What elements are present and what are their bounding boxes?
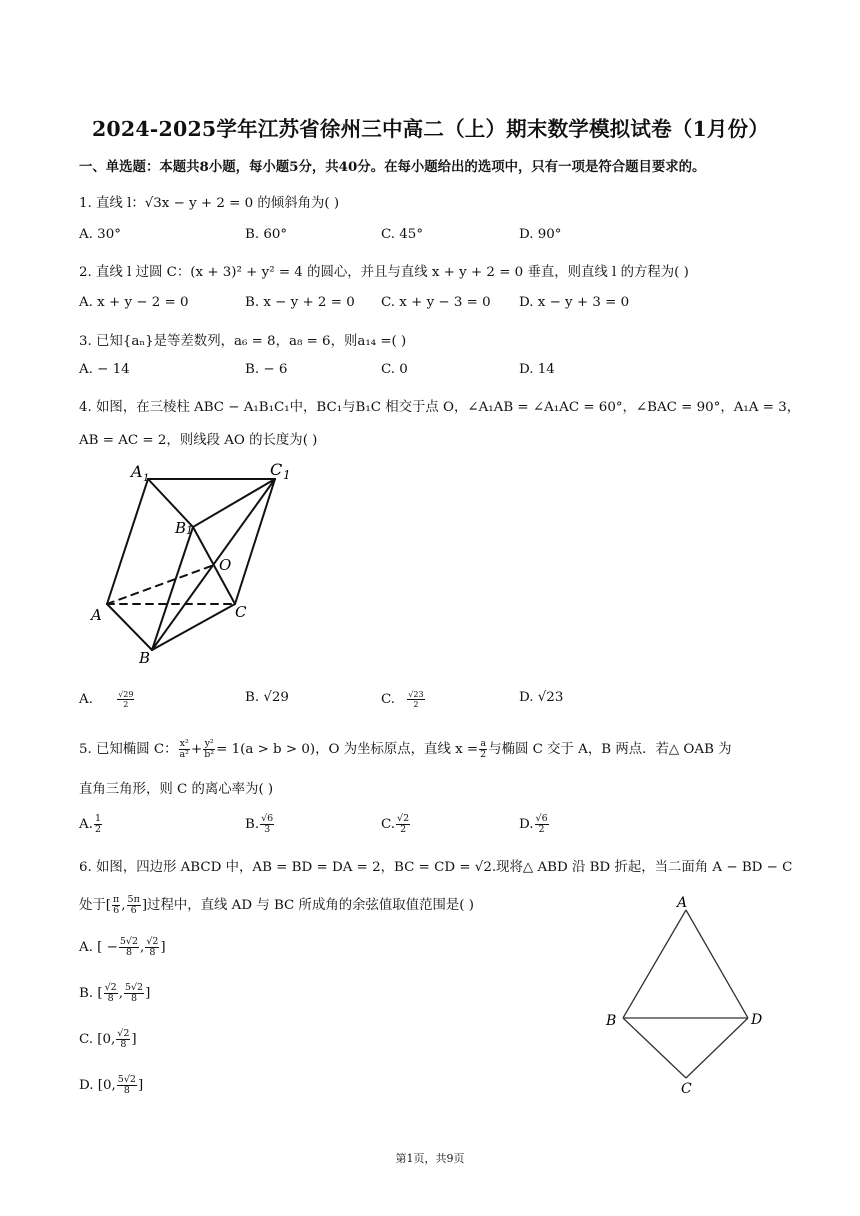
q5-frac-y-num: y² xyxy=(204,738,214,749)
q6-option-b-f1-num: √2 xyxy=(104,982,117,993)
q1-option-a: A. 30° xyxy=(79,227,121,242)
q1-option-b: B. 60° xyxy=(245,227,288,242)
q6-option-d-f1-num: 5√2 xyxy=(117,1074,136,1085)
q6-option-b-frac2 xyxy=(124,983,144,1004)
q5-stem-post: 与椭圆 C 交于 A，B 两点．若△ OAB 为 xyxy=(488,742,732,757)
q6-option-b-frac1 xyxy=(104,983,118,1004)
label-b1: B xyxy=(175,519,187,537)
q4-option-c xyxy=(381,690,426,709)
q6-frac-5pi6-den: 6 xyxy=(130,905,137,916)
q2-option-b: B. x − y + 2 = 0 xyxy=(245,295,355,310)
q6-option-c-frac1 xyxy=(116,1029,130,1050)
q6-option-b-label: B. [ xyxy=(79,986,103,1001)
q6-option-a-f1-num: 5√2 xyxy=(119,936,139,947)
q6-option-a-sep: , xyxy=(140,940,145,955)
question-4-stem-line2: AB = AC = 2，则线段 AO 的长度为( ) xyxy=(79,433,318,448)
q5-option-a-num: 1 xyxy=(94,813,101,824)
q1-option-c: C. 45° xyxy=(381,227,424,242)
page-title: 2024-2025学年江苏省徐州三中高二（上）期末数学模拟试卷（1月份） xyxy=(91,117,770,141)
q2-option-c: C. x + y − 3 = 0 xyxy=(381,295,491,310)
question-3-stem: 3. 已知{aₙ}是等差数列，a₆ = 8，a₈ = 6，则a₁₄ =( ) xyxy=(79,334,407,349)
q4-option-c-label: C. xyxy=(381,692,396,707)
q6-option-c-label: C. [0, xyxy=(79,1032,116,1047)
q4-option-a-label: A. xyxy=(79,692,93,707)
label-c: C xyxy=(235,603,247,621)
q4-option-c-frac xyxy=(407,690,424,709)
q6-option-b-f2-num: 5√2 xyxy=(124,982,144,993)
label-b1-sub: 1 xyxy=(186,524,193,537)
q5-option-a-frac xyxy=(94,814,102,835)
q6-option-a xyxy=(79,937,166,958)
q2-option-a: A. x + y − 2 = 0 xyxy=(79,295,189,310)
q5-option-d-frac xyxy=(535,814,549,835)
q6-option-d-frac1 xyxy=(117,1075,137,1096)
q6-frac-pi6-den: 6 xyxy=(113,905,120,916)
section-heading: 一、单选题：本题共8小题，每小题5分，共40分。在每小题给出的选项中，只有一项是符合题目要求的。 xyxy=(79,159,706,175)
q6-option-b-end: ] xyxy=(145,986,151,1001)
q6-option-c xyxy=(79,1029,137,1050)
q5-frac-x-den: a² xyxy=(179,749,189,760)
q5-stem-mid: = 1(a > b > 0)，O 为坐标原点，直线 x = xyxy=(216,742,479,757)
q3-option-d: D. 14 xyxy=(519,362,555,377)
q6-option-c-f1-den: 8 xyxy=(120,1039,127,1050)
q4-option-a-den: 2 xyxy=(123,700,129,709)
q5-frac-a2-num: a xyxy=(480,738,486,749)
q3-option-c: C. 0 xyxy=(381,362,408,377)
q6-option-a-frac1 xyxy=(119,937,139,958)
label-c1: C xyxy=(270,460,283,479)
label-o: O xyxy=(219,556,232,574)
q6-option-c-end: ] xyxy=(131,1032,137,1047)
q5-option-b-frac xyxy=(260,814,274,835)
q6-option-b xyxy=(79,983,150,1004)
q2-option-d: D. x − y + 3 = 0 xyxy=(519,295,630,310)
q6-option-a-f1-den: 8 xyxy=(125,947,132,958)
prism-figure xyxy=(85,455,315,670)
q5-frac-y xyxy=(203,739,215,760)
q5-option-c xyxy=(381,814,411,835)
q6-frac-pi6-num: π xyxy=(113,894,120,905)
q4-option-c-num: √23 xyxy=(408,690,424,699)
q3-option-a: A. − 14 xyxy=(79,362,130,377)
q5-option-d-label: D. xyxy=(519,817,534,832)
q5-option-c-den: 2 xyxy=(400,824,407,835)
q5-option-d xyxy=(519,814,550,835)
q5-frac-x xyxy=(179,739,190,760)
q5-frac-x-num: x² xyxy=(179,738,189,749)
q5-option-d-num: √6 xyxy=(535,813,548,824)
question-1-stem: 1. 直线 l：√3x − y + 2 = 0 的倾斜角为( ) xyxy=(79,196,340,211)
label-d: D xyxy=(751,1012,763,1028)
q6-stem-post: ]过程中，直线 AD 与 BC 所成角的余弦值取值范围是( ) xyxy=(141,898,474,913)
q4-option-c-den: 2 xyxy=(413,700,419,709)
question-5-stem-line2: 直角三角形，则 C 的离心率为( ) xyxy=(79,782,274,797)
question-4-stem-line1: 4. 如图，在三棱柱 ABC − A₁B₁C₁中，BC₁与B₁C 相交于点 O，∠A₁AB = ∠A₁AC = 60°，∠BAC = 90°，A₁A = 3， xyxy=(79,400,801,415)
q5-option-c-frac xyxy=(396,814,410,835)
q6-option-a-f2-num: √2 xyxy=(146,936,159,947)
q6-option-b-f1-den: 8 xyxy=(107,993,114,1004)
q5-option-a-den: 2 xyxy=(94,824,101,835)
question-2-stem: 2. 直线 l 过圆 C：(x + 3)² + y² = 4 的圆心，并且与直线 x + y + 2 = 0 垂直，则直线 l 的方程为( ) xyxy=(79,265,689,280)
q6-option-a-end: ] xyxy=(160,940,166,955)
q5-option-b-den: 3 xyxy=(264,824,271,835)
q6-option-a-f2-den: 8 xyxy=(149,947,156,958)
q5-option-a-label: A. xyxy=(79,817,93,832)
q5-option-c-label: C. xyxy=(381,817,396,832)
label-a1: A xyxy=(131,462,143,481)
q5-option-b-num: √6 xyxy=(261,813,274,824)
quadrilateral-figure xyxy=(600,890,780,1100)
q5-frac-a2 xyxy=(479,739,487,760)
q6-option-b-f2-den: 8 xyxy=(131,993,138,1004)
q6-frac-5pi6-num: 5π xyxy=(127,894,140,905)
question-5-stem-line1: 5. 已知椭圆 C： $\frac{\text{x²}}{\text{a²}}$ + $\frac{\text{y²}}{\text{b²}}$ = 1(a > b > 0)，O 为坐标原点，直线 x = $\frac{a}{2}$ 与椭圆 C 交于 A，B 两点．若△ OAB 为 xyxy=(79,738,732,760)
label-b: B xyxy=(139,649,151,667)
label-b: B xyxy=(606,1013,617,1029)
label-a: A xyxy=(677,895,688,911)
q5-frac-y-den: b² xyxy=(204,749,215,760)
question-6-stem-line1: 6. 如图，四边形 ABCD 中，AB = BD = DA = 2，BC = CD = √2.现将△ ABD 沿 BD 折起，当二面角 A − BD − C xyxy=(79,860,793,875)
q5-option-b xyxy=(245,814,275,835)
q5-frac-a2-den: 2 xyxy=(480,749,487,760)
q6-option-b-sep: , xyxy=(118,986,123,1001)
q6-option-a-label: A. [ − xyxy=(79,940,118,955)
q6-frac-pi6 xyxy=(112,895,120,916)
label-a1-sub: 1 xyxy=(143,473,150,484)
q5-option-d-den: 2 xyxy=(538,824,545,835)
q6-option-a-frac2 xyxy=(145,937,159,958)
q5-option-c-num: √2 xyxy=(397,813,410,824)
q1-option-d: D. 90° xyxy=(519,227,562,242)
label-c: C xyxy=(681,1081,692,1097)
q6-option-d xyxy=(79,1075,143,1096)
label-c1-sub: 1 xyxy=(283,468,291,482)
q3-option-b: B. − 6 xyxy=(245,362,288,377)
q5-option-b-label: B. xyxy=(245,817,260,832)
q4-option-b: B. √29 xyxy=(245,690,289,705)
q4-option-d: D. √23 xyxy=(519,690,564,705)
page-footer: 第1页，共9页 xyxy=(395,1152,465,1165)
q6-stem-pre: 处于[ xyxy=(79,898,112,913)
q6-frac-5pi6 xyxy=(127,895,141,916)
question-6-stem-line2: 处于[ $\frac{\pi}{6}$ , $\frac{5\pi}{6}$ ]过程中，直线 AD 与 BC 所成角的余弦值取值范围是( ) xyxy=(79,894,474,916)
q6-option-d-label: D. [0, xyxy=(79,1078,116,1093)
q4-option-a-frac xyxy=(117,690,134,709)
q6-option-d-end: ] xyxy=(137,1078,144,1093)
q4-option-a-num: √29 xyxy=(118,690,134,699)
label-a: A xyxy=(91,606,102,624)
q6-option-c-f1-num: √2 xyxy=(117,1028,130,1039)
q6-option-d-f1-den: 8 xyxy=(123,1085,130,1096)
q5-stem-pre: 5. 已知椭圆 C： xyxy=(79,742,178,757)
q4-option-a xyxy=(79,690,135,709)
q5-option-a xyxy=(79,814,103,835)
